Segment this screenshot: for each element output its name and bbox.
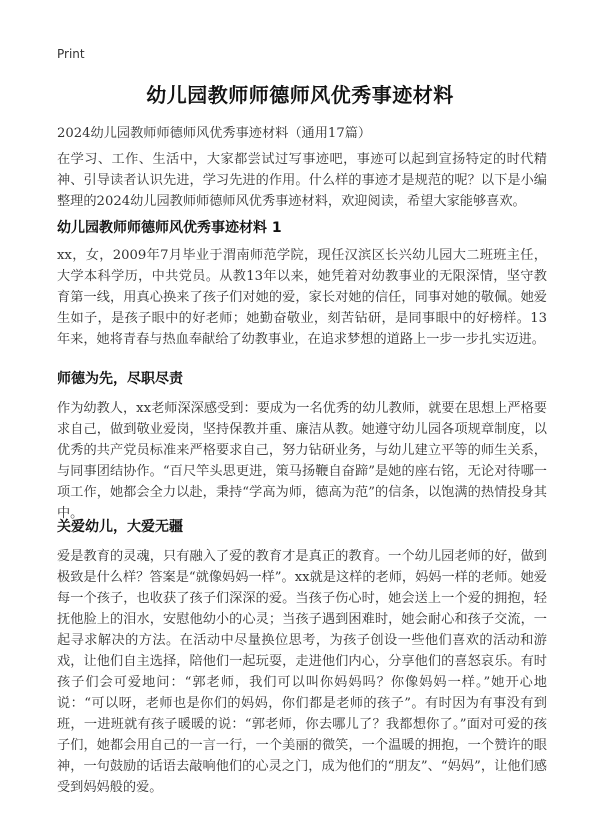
intro-paragraph: 在学习、工作、生活中，大家都尝试过写事迹吧，事迹可以起到宣扬特定的时代精神、引导读者认识先进，学习先进的作用。什么样的事迹才是规范的呢？以下是小编整理的2024幼儿园教师师德师风优秀事迹材料，欢迎阅读，希望大家能够喜欢。: [57, 152, 547, 209]
profile-paragraph: xx，女，2009年7月毕业于渭南师范学院，现任汉滨区长兴幼儿园大二班班主任，大学本科学历，中共党员。从教13年以来，她凭着对幼教事业的无限深情，坚守教育第一线，用真心换来了孩子们对她的爱，家长对她的信任，同事对她的敬佩。她爱生如子，是孩子眼中的好老师；她勤奋敬业，刻苦钻研，是同事眼中的好榜样。13年来，她将青春与热血奉献给了幼教事业，在追求梦想的道路上一步一步扎实迈进。: [57, 248, 547, 347]
print-link[interactable]: Print: [57, 47, 85, 61]
subheading-care: 关爱幼儿，大爱无疆: [57, 519, 183, 535]
section-heading: 幼儿园教师师德师风优秀事迹材料 1: [57, 220, 282, 236]
ethics-paragraph: 作为幼教人，xx老师深深感受到：要成为一名优秀的幼儿教师，就要在思想上严格要求自己，做到敬业爱岗，坚持保教并重、廉洁从教。她遵守幼儿园各项规章制度，以优秀的共产党员标准来严格要求自己，努力钻研业务，与幼儿建立平等的师生关系，与同事团结协作。“百尺竿头思更进，策马扬鞭自奋蹄”是她的座右铭，无论对待哪一项工作，她都会全力以赴，秉持“学高为师，德高为范”的信条，以饱满的热情投身其中。: [57, 401, 547, 521]
care-paragraph: 爱是教育的灵魂，只有融入了爱的教育才是真正的教育。一个幼儿园老师的好，做到极致是什么样？答案是“就像妈妈一样”。xx就是这样的老师，妈妈一样的老师。她爱每一个孩子，也收获了孩子们深深的爱。当孩子伤心时，她会送上一个爱的拥抱，轻抚他脸上的泪水，安慰他幼小的心灵；当孩子遇到困难时，她会耐心和孩子交流，一起寻求解决的方法。在活动中尽量换位思考，为孩子创设一些他们喜欢的活动和游戏，让他们自主选择，陪他们一起玩耍，走进他们内心，分享他们的喜怒哀乐。有时孩子们会可爱地问：“郭老师，我们可以叫你妈妈吗？你像妈妈一样。”她开心地说：“可以呀，老师也是你们的妈妈，你们都是老师的孩子”。有时因为有事没有到班，一进班就有孩子暖暖的说：“郭老师，你去哪儿了？我都想你了。”面对可爱的孩子们，她都会用自己的一言一行，一个美丽的微笑，一个温暖的拥抱，一个赞许的眼神，一句鼓励的话语去敲响他们的心灵之门，成为他们的“朋友”、“妈妈”，让他们感受到妈妈般的爱。: [57, 549, 547, 795]
subheading-ethics: 师德为先，尽职尽责: [57, 371, 183, 387]
subtitle: 2024幼儿园教师师德师风优秀事迹材料（通用17篇）: [57, 126, 372, 141]
page-title: 幼儿园教师师德师风优秀事迹材料: [146, 83, 454, 107]
